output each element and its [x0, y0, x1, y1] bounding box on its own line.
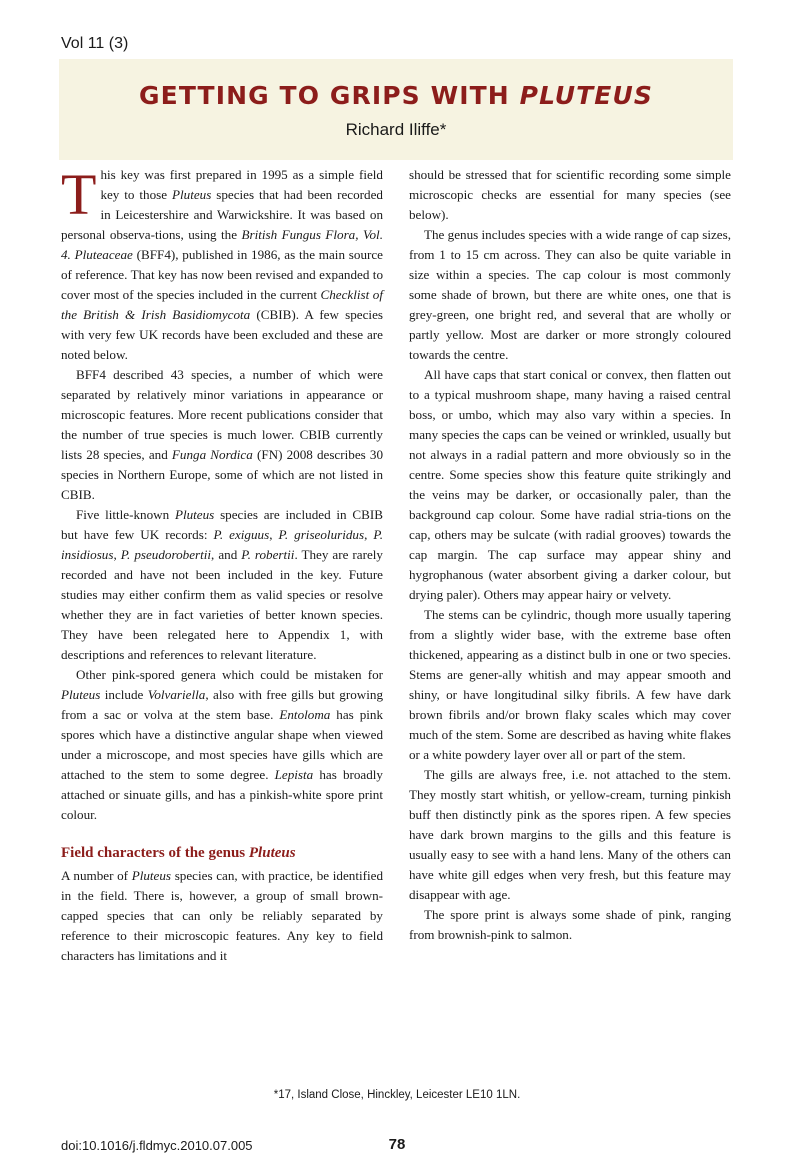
italic-term: Pluteus — [248, 845, 296, 861]
title-genus: PLUTEUS — [519, 81, 653, 110]
paragraph: BFF4 described 43 species, a number of which were separated by relatively minor variations in appearance or microscopic features. More recent publications consider that the number of true species is much lower. CBIB currently lists 28 species, and Funga Nordica (FN) 2008 describes 30 species in Northern Europe, some of which are not listed in CBIB. — [61, 367, 383, 502]
italic-term: Lepista — [274, 767, 314, 782]
volume-label: Vol 11 (3) — [61, 35, 129, 52]
italic-term: Checklist of the British & Irish Basidiomycota — [61, 287, 383, 322]
italic-term: British Fungus Flora, Vol. 4. Pluteaceae — [61, 227, 383, 262]
italic-term: Funga Nordica — [171, 447, 253, 462]
author-name: Richard Iliffe* — [345, 120, 447, 139]
title-band — [59, 59, 733, 160]
paragraph: All have caps that start conical or convex, then flatten out to a typical mushroom shape, many having a raised central boss, or umbo, which may also vary within a species. In many species the caps can be veined or wrinkled, usually but not always in a radial pattern and more obviously so in the centre. Some species show this feature quite strikingly and the veins may be darker, or occasionally paler, than the background cap colour. Some have radial stria-tions on the cap, others may be sulcate (with radial grooves) towards the cap margin. The cap surface may appear shiny and hygrophanous (water absorbent giving a darker colour, but drying paler). Others may appear hairy or velvety. — [409, 367, 731, 602]
paragraph: The gills are always free, i.e. not attached to the stem. They mostly start whitish, or yellow-cream, turning pinkish buff then distinctly pink as the spores ripen. A few species have dark brown margins to the gills and this feature is usually easy to see with a hand lens. Many of the others can have white gill edges when very fresh, but this feature may disappear with age. — [409, 767, 731, 902]
italic-term: Pluteus — [174, 507, 215, 522]
italic-term: P. griseoluridus — [278, 527, 365, 542]
italic-term: Pluteus — [131, 868, 172, 883]
doi-label: doi:10.1016/j.fldmyc.2010.07.005 — [61, 1138, 253, 1153]
italic-term: Pluteus — [61, 687, 101, 702]
italic-term: P. robertii — [241, 547, 295, 562]
italic-term: Volvariella — [147, 687, 206, 702]
section-heading: Field characters of the genus Pluteus — [61, 845, 296, 861]
paragraph: A number of Pluteus species can, with practice, be identified in the field. There is, however, a group of small brown-capped species that can only be reliably separated by reference to their microscopic features. Any key to field characters has limitations and it — [61, 868, 383, 963]
right-column — [409, 165, 731, 945]
italic-term: P. exiguus — [213, 527, 270, 542]
italic-term: P. pseudorobertii — [120, 547, 212, 562]
paragraph: The stems can be cylindric, though more usually tapering from a slightly wider base, with the extreme base often thickened, appearing as a distinct bulb in one or two species. Stems are gener-ally whitish and may appear smooth and shiny, or have longitudinal silky fibrils. A few have dark brown fibrils and/or brown flaky scales which may cover much of the stem. Some are described as having white flakes or a white powdery layer over all or part of the stem. — [409, 607, 731, 762]
intro-text: his key was first prepared in 1995 as a simple field key to those Pluteus species that had been recorded in Leicestershire and Warwickshire. It was based on personal observa-tions, using the British Fungus Flora, Vol. 4. Pluteaceae (BFF4), published in 1986, as the main source of reference. That key has now been revised and expanded to cover most of the species included in the current Checklist of the British & Irish Basidiomycota (CBIB). A few species with very few UK records have been excluded and these are noted below. — [61, 167, 383, 362]
paragraph: The genus includes species with a wide range of cap sizes, from 1 to 15 cm across. They can also be quite variable in size within a species. The cap colour is most commonly some shade of brown, but there are white ones, one that is grey-green, one bright red, and several that are wholly or partly yellow. Most are darker or more strongly coloured towards the centre. — [409, 227, 731, 362]
author-footnote: *17, Island Close, Hinckley, Leicester LE10 1LN. — [273, 1089, 521, 1101]
paragraph: Other pink-spored genera which could be mistaken for Pluteus include Volvariella, also with free gills but growing from a sac or volva at the stem base. Entoloma has pink spores which have a distinctive angular shape when viewed under a microscope, and most species have gills which are attached to the stem to some degree. Lepista has broadly attached or sinuate gills, and has a pinkish-white spore print colour. — [61, 667, 384, 822]
paragraph: Five little-known Pluteus species are included in CBIB but have few UK records: P. exiguus, P. griseoluridus, P. insidiosus, P. pseudorobertii, and P. robertii. They are rarely recorded and have not been included in the key. Future studies may either confirm them as valid species or resolve whether they are in fact varieties of better known species. They have been relegated here to Appendix 1, with descriptions and references to relevant literature. — [61, 507, 384, 662]
italic-term: Pluteus — [172, 187, 212, 202]
article-title — [59, 81, 733, 110]
italic-term: P. insidiosus — [61, 527, 384, 562]
intro-paragraph — [61, 162, 383, 365]
title-prefix: GETTING TO GRIPS WITH — [139, 81, 520, 110]
drop-cap: T — [61, 162, 97, 227]
italic-term: Entoloma — [279, 707, 331, 722]
left-column — [61, 162, 384, 966]
page-number: 78 — [388, 1136, 406, 1153]
paragraph: should be stressed that for scientific recording some simple microscopic checks are essential for many species (see below). — [409, 167, 731, 222]
paragraph: The spore print is always some shade of pink, ranging from brownish-pink to salmon. — [409, 907, 731, 942]
